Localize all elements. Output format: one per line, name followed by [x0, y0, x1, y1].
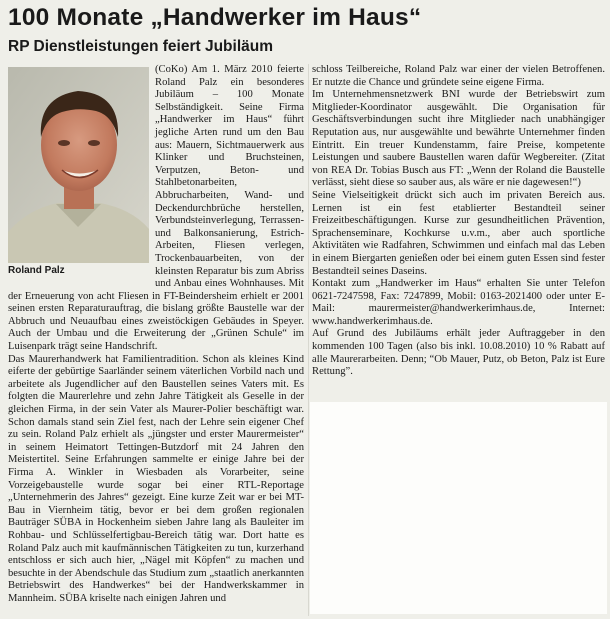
article-paragraph: Seine Vielseitigkeit drückt sich auch im privaten Bereich aus. Lernen ist ein fest etablierter Bestandteil seiner Freizeitbeschäftigungen. Kurse zur gesundheitlichen Prävention, Sprachenseminare, Kochkurse u.v.m., aber auch sportliche Aktivitäten wie Radfahren, Schwimmen und einfach mal das Leben in einem Biergarten genießen oder bei einem guten Essen sind fester Bestandteil seines Daseins.	[312, 189, 605, 277]
column-divider	[308, 64, 309, 616]
photo-caption: Roland Palz	[8, 265, 65, 276]
article-paragraph: schloss Teilbereiche, Roland Palz war einer der vielen Betroffenen. Er nutzte die Chance und gründete seine eigene Firma.	[312, 64, 605, 88]
article-column-left	[8, 64, 304, 616]
blank-area	[310, 402, 607, 614]
discount-paragraph: Auf Grund des Jubiläums erhält jeder Auftraggeber in den kommenden 100 Tagen (also bis inkl. 10.08.2010) 10 % Rabatt auf alle Maurerarbeiten. Denn; “Ob Mauer, Putz, ob Beton, Palz ist Eure Rettung”.	[312, 328, 605, 378]
article-subheadline: RP Dienstleistungen feiert Jubiläum	[8, 38, 273, 55]
portrait-photo-illustration	[8, 67, 149, 263]
contact-paragraph: Kontakt zum „Handwerker im Haus“ erhalten Sie unter Telefon 0621-7247598, Fax: 7247899, Mobil: 0163-2021400 oder unter E-Mail: maurermeister@handwerkerimhaus.de, Internet: www.handwerkerimhaus.de.	[312, 278, 605, 327]
article-paragraph: Im Unternehmensnetzwerk BNI wurde der Betriebswirt zum Mitglieder-Koordinator ausgewählt. Die Organisation für Geschäftsverbindungen sucht ihre Mitglieder nach unabhängiger Reputation aus, nur ausgewählte und bewährte Unternehmer finden Eintritt. Ein treuer Kundenstamm, faire Preise, kompetente Leistungen und saubere Baustellen waren dafür Wegbereiter. (Zitat von REA Dr. Tobias Busch aus FT: „Wenn der Roland die Baustelle verlässt, sieht diese so sauber aus, als wäre er nie dagewesen!“)	[312, 89, 605, 189]
article-headline: 100 Monate „Handwerker im Haus“	[8, 4, 422, 31]
portrait-photo	[8, 67, 149, 263]
article-body-paragraph: Das Maurerhandwerk hat Familientradition. Schon als kleines Kind eiferte der gebürtige Saarländer seinem väterlichen Vorbild nach und arbeitete als Jugendlicher auf den Baustellen seines Vaters mit. Es folgten die Maurerlehre und zehn Jahre Tätigkeit als Geselle in der gleichen Firma, in der sein Vater als Maurer-Polier beschäftigt war. Schon damals stand sein Ziel fest, nach der Lehre sein eigener Chef zu sein. Roland Palz erhielt als „jüngster und erster Maurermeister“ in seinem Heimatort Tettingen-Butzdorf mit 24 Jahren den Meistertitel. Seine Erfahrungen sammelte er einige Jahre bei der Firma A. Winkler in Wiesbaden als Vorarbeiter, seine Vorzeigebaustelle wurde sogar bei einer RTL-Reportage „Unternehmerin des Jahres“ gezeigt. Eine kurze Zeit war er bei MT-Bau in Viernheim tätig, bevor er bei dem großen regionalen Bauträger SÜBA in Hockenheim sieben Jahre lang als Bauleiter im Rohbau- und Schlüsselfertigbau-Bereich tätig war. Dort hatte es Roland Palz auch mit kaufmännischen Tätigkeiten zu tun, kurzerhand entschloss er sich auch hier, „Nägel mit Köpfen“ zu machen und besuchte in der Abendschule das Studium zum „staatlich anerkannten Betriebswirt des Handwerkes“ bei der Handwerkskammer in Mannheim. SÜBA kriselte nach einigen Jahren und	[8, 353, 304, 604]
article-intro-paragraph: (CoKo) Am 1. März 2010 feierte Roland Palz ein besonderes Jubiläum – 100 Monate Selbständigkeit. Seine Firma „Handwerker im Haus“ führt jegliche Arten rund um den Bau aus: Mauern, Sichtmauerwerk aus Klinker und Bruchsteinen, Verputzen, Beton- und Stahlbetonarbeiten, Abbrucharbeiten, Wand- und Deckendurchbrüche herstellen, Verbundsteinverlegung, Terrassen- und Balkonsanierung, Estrich-Arbeiten, Fliesen verlegen, Trockenbauarbeiten, von der kleinsten Reparatur bis zum Abriss und Anbau eines Wohnhauses. Mit der Erneuerung von acht Fliesen in FT-Beindersheim erhielt er 2001 seinen ersten Reparaturauftrag, die bislang größte Baustelle war der Abbruch und Neuaufbau eines zweistöckigen Gebäudes in Speyer. Auch der Umbau und die Erweiterung der „Grünen Schule“ im Luisenpark trägt seine Handschrift.	[8, 64, 304, 353]
article-column-right	[312, 64, 605, 399]
